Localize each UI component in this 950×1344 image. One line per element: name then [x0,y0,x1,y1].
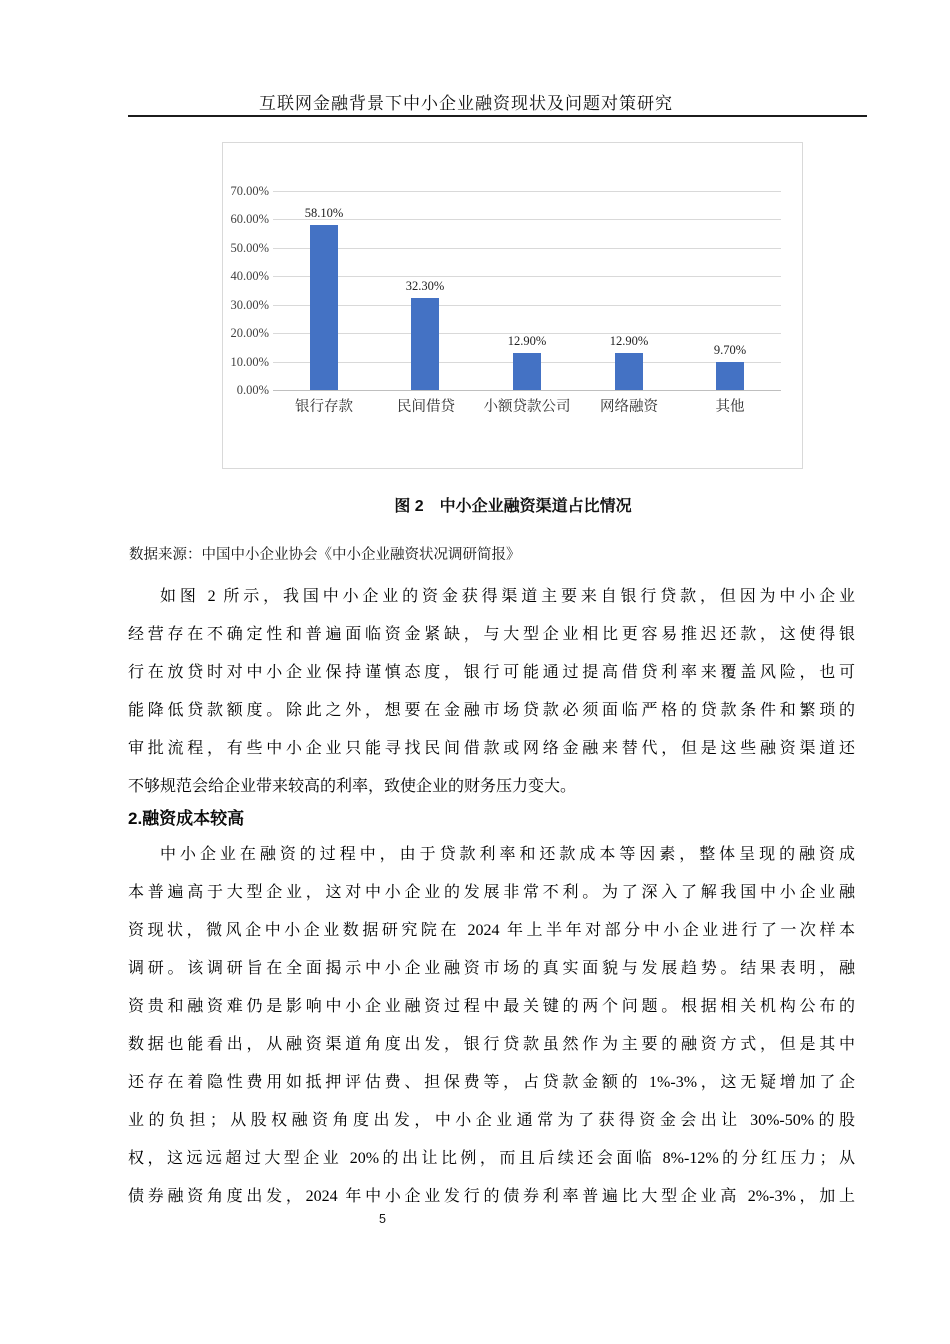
text-line: 审批流程，有些中小企业只能寻找民间借款或网络金融来替代，但是这些融资渠道还 [128,740,855,757]
gridline [273,305,781,306]
text-line: 行在放贷时对中小企业保持谨慎态度，银行可能通过提高借贷利率来覆盖风险，也可 [128,664,855,681]
section-heading-2: 2.融资成本较高 [128,809,245,828]
y-tick-label: 20.00% [230,326,269,341]
text-line: 如图 2 所示，我国中小企业的资金获得渠道主要来自银行贷款，但因为中小企业 [160,588,855,605]
gridline [273,248,781,249]
bar [716,362,744,390]
text-line: 经营存在不确定性和普遍面临资金紧缺，与大型企业相比更容易推迟还款，这使得银 [128,626,855,643]
y-tick-label: 50.00% [230,240,269,255]
bar-value-label: 12.90% [609,334,649,348]
text-line: 资贵和融资难仍是影响中小企业融资过程中最关键的两个问题。根据相关机构公布的 [128,998,855,1015]
category-label: 银行存款 [295,399,353,415]
figure-caption: 图 2 中小企业融资渠道占比情况 [394,498,632,515]
bar [310,225,338,390]
bar-value-label: 58.10% [304,206,344,220]
gridline [273,276,781,277]
bar-value-label: 9.70% [713,343,747,357]
header-divider [128,115,867,117]
category-label: 小额贷款公司 [483,399,571,415]
data-source-note: 数据来源：中国中小企业协会《中小企业融资状况调研简报》 [129,547,521,563]
bar [513,353,541,390]
text-line: 业的负担；从股权融资角度出发，中小企业通常为了获得资金会出让 30%-50%的股 [128,1112,855,1129]
paragraph-2 [128,836,855,1216]
text-line: 中小企业在融资的过程中，由于贷款利率和还款成本等因素，整体呈现的融资成 [160,846,855,863]
text-line: 能降低贷款额度。除此之外，想要在金融市场贷款必须面临严格的贷款条件和繁琐的 [128,702,855,719]
bar-value-label: 32.30% [405,279,445,293]
text-line: 资现状，微风企中小企业数据研究院在 2024 年上半年对部分中小企业进行了一次样本 [128,922,855,939]
text-line: 调研。该调研旨在全面揭示中小企业融资市场的真实面貌与发展趋势。结果表明，融 [128,960,855,977]
page-number: 5 [379,1212,386,1226]
y-tick-label: 40.00% [230,269,269,284]
y-tick-label: 30.00% [230,297,269,312]
text-line: 数据也能看出，从融资渠道角度出发，银行贷款虽然作为主要的融资方式，但是其中 [128,1036,855,1053]
x-axis-line [273,390,781,391]
category-label: 其他 [715,399,745,415]
y-tick-label: 0.00% [236,383,269,397]
y-tick-label: 10.00% [230,354,269,369]
financing-channels-bar-chart [222,142,803,469]
y-tick-label: 70.00% [230,184,269,198]
text-line: 还存在着隐性费用如抵押评估费、担保费等，占贷款金额的 1%-3%，这无疑增加了企 [128,1074,855,1091]
category-label: 网络融资 [600,399,658,415]
gridline [273,191,781,192]
text-line: 权，这远远超过大型企业 20%的出让比例，而且后续还会面临 8%-12%的分红压力；从 [128,1150,855,1167]
text-line: 本普遍高于大型企业，这对中小企业的发展非常不利。为了深入了解我国中小企业融 [128,884,855,901]
y-tick-label: 60.00% [230,212,269,227]
text-line: 债券融资角度出发，2024 年中小企业发行的债券利率普遍比大型企业高 2%-3%，加上 [128,1188,855,1205]
text-line: 不够规范会给企业带来较高的利率，致使企业的财务压力变大。 [128,778,577,795]
category-label: 民间借贷 [397,399,455,415]
paragraph-1 [128,578,855,806]
bar [615,353,643,390]
bar-value-label: 12.90% [507,334,547,348]
page-header-title: 互联网金融背景下中小企业融资现状及问题对策研究 [259,94,673,113]
bar [411,298,439,390]
